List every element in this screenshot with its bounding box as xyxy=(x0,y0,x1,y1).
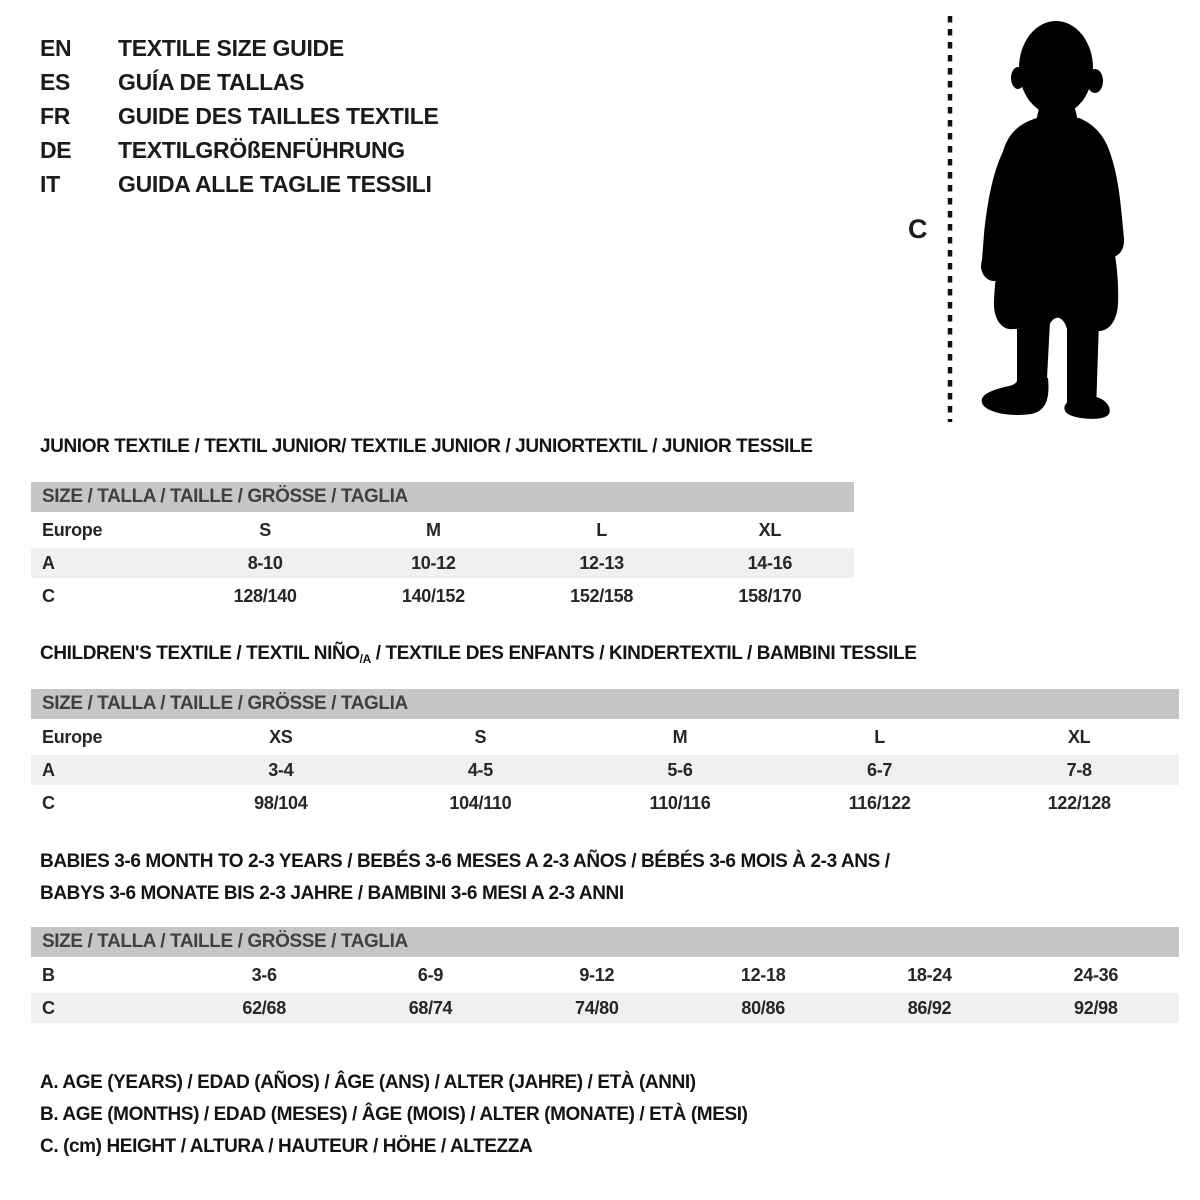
junior-size-table xyxy=(31,482,854,614)
children-title-subscript: /A xyxy=(359,652,371,666)
language-row xyxy=(40,99,439,133)
table-cell: 6-7 xyxy=(867,759,893,780)
table-cell: 12-18 xyxy=(740,964,786,985)
table-cell: 68/74 xyxy=(408,997,453,1018)
table-cell: 80/86 xyxy=(741,997,785,1018)
row-label: B xyxy=(42,964,55,985)
language-title: TEXTILE SIZE GUIDE xyxy=(118,34,344,61)
language-title-block xyxy=(40,31,439,201)
table-cell: 98/104 xyxy=(254,792,308,813)
table-cell: 92/98 xyxy=(1074,997,1118,1018)
baby-silhouette-icon xyxy=(961,18,1137,422)
table-cell: 12-13 xyxy=(579,552,624,573)
legend-line-b: B. AGE (MONTHS) / EDAD (MESES) / ÂGE (MOIS) / ALTER (MONATE) / ETÀ (MESI) xyxy=(40,1104,748,1125)
row-label: Europe xyxy=(42,726,103,747)
size-header-band: SIZE / TALLA / TAILLE / GRÖSSE / TAGLIA xyxy=(31,482,854,512)
table-row xyxy=(31,993,1179,1023)
table-cell: M xyxy=(426,519,441,540)
table-row xyxy=(31,581,854,611)
language-row xyxy=(40,133,439,167)
table-cell: S xyxy=(474,726,487,747)
table-cell: 6-9 xyxy=(417,964,444,985)
table-row xyxy=(31,548,854,578)
table-cell: 140/152 xyxy=(401,585,465,606)
table-row xyxy=(31,755,1179,785)
table-cell: 122/128 xyxy=(1047,792,1111,813)
table-cell: 8-10 xyxy=(247,552,283,573)
table-cell: L xyxy=(596,519,607,540)
children-title-post: / TEXTILE DES ENFANTS / KINDERTEXTIL / BAMBINI TESSILE xyxy=(370,643,917,664)
children-title-pre: CHILDREN'S TEXTILE / TEXTIL NIÑO xyxy=(40,643,360,664)
table-cell: 128/140 xyxy=(233,585,297,606)
table-cell: M xyxy=(672,726,688,747)
language-code: EN xyxy=(40,34,72,61)
table-cell: XL xyxy=(758,519,782,540)
table-row xyxy=(31,960,1179,990)
children-size-table xyxy=(31,689,1179,821)
table-cell: 158/170 xyxy=(738,585,802,606)
table-cell: 4-5 xyxy=(467,759,493,780)
row-label: C xyxy=(42,997,55,1018)
row-label: C xyxy=(42,792,55,813)
table-cell: 116/122 xyxy=(848,792,911,813)
size-header-band: SIZE / TALLA / TAILLE / GRÖSSE / TAGLIA xyxy=(31,927,1179,957)
language-code: DE xyxy=(40,136,72,163)
language-row xyxy=(40,167,439,201)
babies-section-title-line2: BABYS 3-6 MONATE BIS 2-3 JAHRE / BAMBINI 3-6 MESI A 2-3 ANNI xyxy=(40,883,624,904)
table-cell: 10-12 xyxy=(411,552,456,573)
table-cell: S xyxy=(259,519,271,540)
junior-table-rows xyxy=(31,515,854,611)
babies-table-rows xyxy=(31,960,1179,1023)
table-cell: 104/110 xyxy=(449,792,512,813)
table-cell: 74/80 xyxy=(575,997,619,1018)
language-row xyxy=(40,65,439,99)
table-row xyxy=(31,722,1179,752)
children-section-title xyxy=(40,643,916,666)
row-label: A xyxy=(42,759,55,780)
table-cell: 3-4 xyxy=(268,759,294,780)
table-cell: 86/92 xyxy=(907,997,952,1018)
language-row xyxy=(40,31,439,65)
height-measure-label: C xyxy=(908,214,928,244)
table-cell: 14-16 xyxy=(747,552,793,573)
table-cell: 62/68 xyxy=(242,997,286,1018)
table-cell: 9-12 xyxy=(579,964,615,985)
language-title: GUIDE DES TAILLES TEXTILE xyxy=(118,102,439,129)
language-title: GUÍA DE TALLAS xyxy=(118,68,305,95)
row-label: C xyxy=(42,585,55,606)
row-label: A xyxy=(42,552,55,573)
babies-size-table xyxy=(31,927,1179,1026)
table-cell: 3-6 xyxy=(251,964,277,985)
table-cell: XS xyxy=(269,726,293,747)
table-cell: 5-6 xyxy=(667,759,693,780)
table-cell: 18-24 xyxy=(907,964,952,985)
language-code: IT xyxy=(40,170,60,197)
height-measure-line xyxy=(946,16,954,422)
junior-section-title: JUNIOR TEXTILE / TEXTIL JUNIOR/ TEXTILE JUNIOR / JUNIORTEXTIL / JUNIOR TESSILE xyxy=(40,436,813,457)
children-table-rows xyxy=(31,722,1179,818)
table-cell: 110/116 xyxy=(649,792,711,813)
table-cell: L xyxy=(874,726,885,747)
table-row xyxy=(31,515,854,545)
table-cell: 7-8 xyxy=(1066,759,1092,780)
legend-line-c: C. (cm) HEIGHT / ALTURA / HAUTEUR / HÖHE / ALTEZZA xyxy=(40,1136,533,1157)
language-title: TEXTILGRÖßENFÜHRUNG xyxy=(118,136,405,163)
table-row xyxy=(31,788,1179,818)
legend-line-a: A. AGE (YEARS) / EDAD (AÑOS) / ÂGE (ANS) / ALTER (JAHRE) / ETÀ (ANNI) xyxy=(40,1072,696,1093)
language-code: ES xyxy=(40,68,71,95)
babies-section-title-line1: BABIES 3-6 MONTH TO 2-3 YEARS / BEBÉS 3-6 MESES A 2-3 AÑOS / BÉBÉS 3-6 MOIS À 2-3 ANS / xyxy=(40,851,890,872)
row-label: Europe xyxy=(42,519,103,540)
table-cell: XL xyxy=(1067,726,1091,747)
language-title: GUIDA ALLE TAGLIE TESSILI xyxy=(118,170,432,197)
size-header-band: SIZE / TALLA / TAILLE / GRÖSSE / TAGLIA xyxy=(31,689,1179,719)
table-cell: 152/158 xyxy=(570,585,634,606)
table-cell: 24-36 xyxy=(1073,964,1119,985)
language-code: FR xyxy=(40,102,71,129)
